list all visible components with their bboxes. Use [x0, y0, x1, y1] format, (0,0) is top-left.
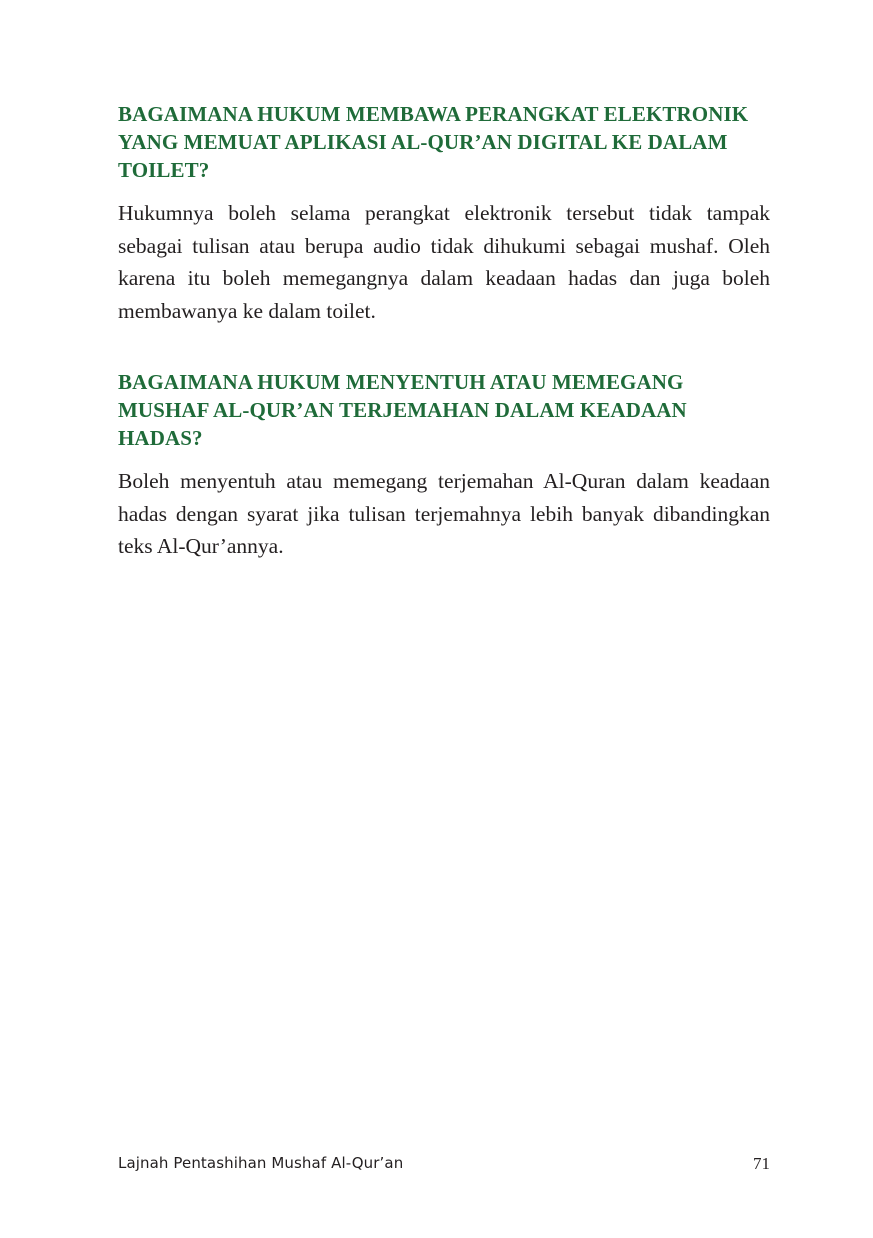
qa-section-2 — [118, 368, 770, 563]
page-content — [118, 100, 770, 563]
page-footer — [118, 1154, 770, 1178]
qa-section-1 — [118, 100, 770, 328]
answer-paragraph: Boleh menyentuh atau memegang terjemahan Al-Quran dalam keadaan hadas dengan syarat jika tulisan terjemahnya lebih banyak dibandingkan teks Al-Qur’annya. — [118, 468, 770, 559]
answer-paragraph: Hukumnya boleh selama perangkat elektronik tersebut tidak tampak sebagai tulisan atau berupa audio tidak dihukumi sebagai mushaf. Oleh karena itu boleh memegangnya dalam keadaan hadas dan juga boleh membawanya ke dalam toilet. — [118, 201, 770, 324]
footer-publisher: Lajnah Pentashihan Mushaf Al-Qur’an — [118, 1154, 404, 1172]
page-number: 71 — [753, 1154, 770, 1173]
question-heading: BAGAIMANA HUKUM MENYENTUH ATAU MEMEGANG MUSHAF AL-QUR’AN TERJEMAHAN DALAM KEADAAN HADAS? — [118, 369, 687, 450]
question-heading: BAGAIMANA HUKUM MEMBAWA PERANGKAT ELEKTRONIK YANG MEMUAT APLIKASI AL-QUR’AN DIGITAL KE DALAM TOILET? — [118, 102, 749, 182]
